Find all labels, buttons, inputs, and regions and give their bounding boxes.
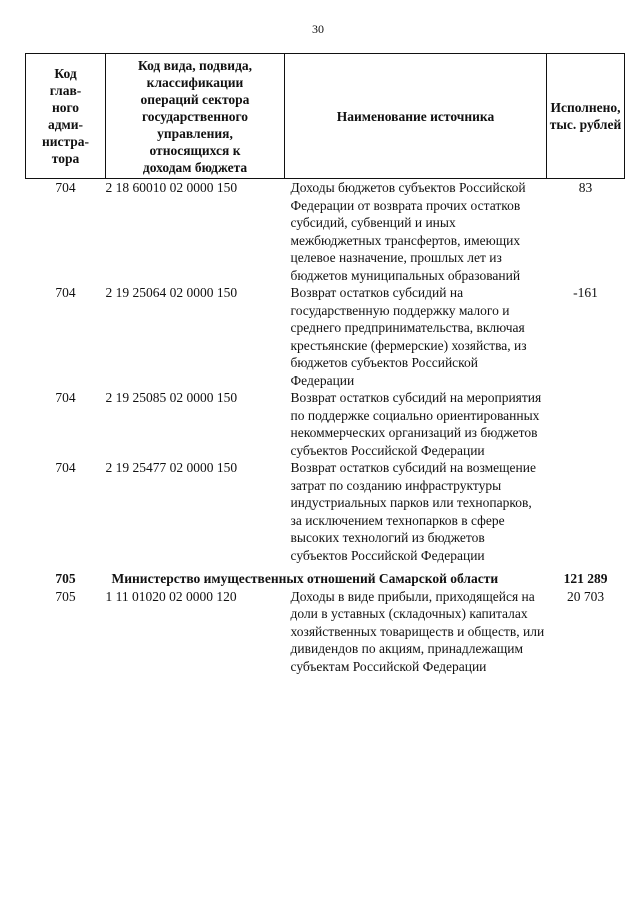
table-row	[26, 459, 625, 564]
amount-cell: 83	[578, 180, 593, 195]
classification-code-cell: 2 19 25477 02 0000 150	[105, 460, 238, 475]
admin-code-cell: 704	[55, 285, 76, 300]
table-row	[26, 389, 625, 459]
section-title: Министерство имущественных отношений Самарской области	[111, 571, 499, 586]
source-name-cell: Возврат остатков субсидий на возмещение затрат по созданию инфраструктуры индустриальных парков или технопарков, за исключением технопарков в сфере высоких технологий из бюджетов субъектов Российской Федерации	[290, 460, 536, 563]
classification-code-cell: 1 11 01020 02 0000 120	[105, 588, 237, 604]
source-name-cell: Доходы бюджетов субъектов Российской Федерации от возврата прочих остатков субсидий, субвенций и иных межбюджетных трансфертов, имеющих целевое назначение, прошлых лет из бюджетов муниципальных образований	[290, 180, 526, 283]
source-name-cell: Возврат остатков субсидий на мероприятия по поддержке социально ориентированных некоммерческих организаций из бюджетов субъектов Российской Федерации	[290, 390, 542, 458]
amount-cell: 20 703	[566, 588, 605, 604]
header-type-code: Код вида, подвида, классификации операций сектора государственного управления, относящихся к доходам бюджета	[106, 54, 285, 179]
section-admin-code: 705	[55, 571, 76, 586]
classification-code-cell: 2 18 60010 02 0000 150	[105, 180, 238, 195]
source-name-cell: Возврат остатков субсидий на государственную поддержку малого и среднего предпринимательства, включая крестьянские (фермерские) хозяйства, из бюджетов субъектов Российской Федерации	[290, 285, 527, 388]
admin-code-cell: 704	[55, 460, 76, 475]
header-amount: Исполнено, тыс. рублей	[547, 54, 625, 179]
page-number: 30	[312, 22, 324, 36]
admin-code-cell: 705	[55, 588, 76, 604]
table-header-row	[26, 54, 625, 179]
amount-cell	[547, 389, 625, 459]
admin-code-cell: 704	[55, 390, 76, 405]
header-admin-code: Код глав- ного адми- нистра- тора	[26, 54, 106, 179]
table-row	[26, 284, 625, 389]
source-name-cell: Доходы в виде прибыли, приходящейся на доли в уставных (складочных) капиталах хозяйственных товариществ и обществ, или дивидендов по акциям, принадлежащим субъектам Российской Федерации	[290, 588, 545, 674]
amount-cell	[547, 459, 625, 564]
classification-code-cell: 2 19 25064 02 0000 150	[105, 285, 238, 300]
classification-code-cell: 2 19 25085 02 0000 150	[105, 390, 238, 405]
section-total-row	[26, 564, 625, 588]
table-row	[26, 588, 625, 676]
revenue-table	[25, 53, 625, 675]
admin-code-cell: 704	[55, 180, 76, 195]
section-total-amount: 121 289	[563, 571, 608, 586]
amount-cell: -161	[573, 285, 598, 300]
header-source-name: Наименование источника	[285, 54, 547, 179]
table-row	[26, 179, 625, 285]
